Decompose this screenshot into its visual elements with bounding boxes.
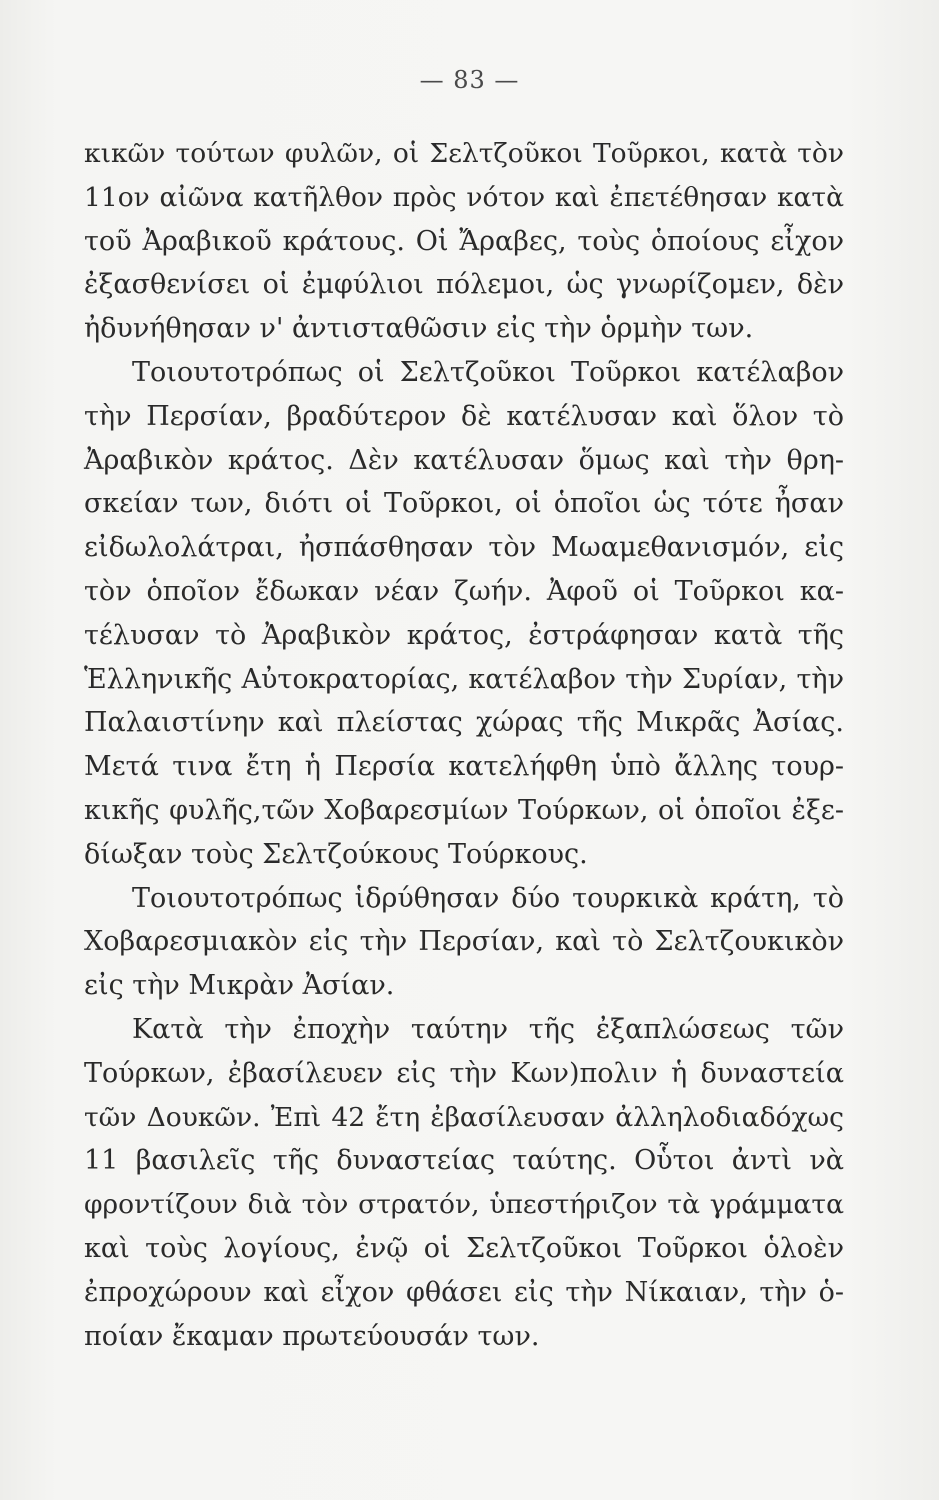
text-line: Τοιουτοτρόπως οἱ Σελτζοῦκοι Τοῦρκοι κατέλαβον xyxy=(132,356,844,388)
text-line: ἠδυνήθησαν ν' ἀντισταθῶσιν εἰς τὴν ὁρμὴν των. xyxy=(84,313,754,345)
text-line: 11 βασιλεῖς τῆς δυναστείας ταύτης. Οὗτοι ἀντὶ νὰ xyxy=(84,1145,844,1177)
text-line: Τούρκων, ἐβασίλευεν εἰς τὴν Κων)πολιν ἡ δυναστεία xyxy=(84,1057,844,1089)
text-line: τέλυσαν τὸ Ἀραβικὸν κράτος, ἐστράφησαν κατὰ τῆς xyxy=(84,619,844,651)
text-line: Κατὰ τὴν ἐποχὴν ταύτην τῆς ἐξαπλώσεως τῶν xyxy=(132,1013,844,1045)
text-line: τὴν Περσίαν, βραδύτερον δὲ κατέλυσαν καὶ ὅλον τὸ xyxy=(84,400,844,432)
text-line: Ἑλληνικῆς Αὐτοκρατορίας, κατέλαβον τὴν Συρίαν, τὴν xyxy=(84,663,844,695)
text-line: δίωξαν τοὺς Σελτζούκους Τούρκους. xyxy=(84,838,588,870)
text-line: Μετά τινα ἔτη ἡ Περσία κατελήφθη ὑπὸ ἄλλης τουρ- xyxy=(84,751,844,783)
text-line: τὸν ὁποῖον ἔδωκαν νέαν ζωήν. Ἀφοῦ οἱ Τοῦρκοι κα- xyxy=(84,575,844,607)
text-line: Παλαιστίνην καὶ πλείστας χώρας τῆς Μικρᾶς Ἀσίας. xyxy=(84,707,844,739)
text-line: Τοιουτοτρόπως ἱδρύθησαν δύο τουρκικὰ κράτη, τὸ xyxy=(132,882,844,914)
text-line: εἰδωλολάτραι, ἠσπάσθησαν τὸν Μωαμεθανισμόν, εἰς xyxy=(84,532,844,564)
text-line: Χοβαρεσμιακὸν εἰς τὴν Περσίαν, καὶ τὸ Σελτζουκικὸν xyxy=(84,926,844,958)
text-line: τοῦ Ἀραβικοῦ κράτους. Οἱ Ἄραβες, τοὺς ὁποίους εἶχον xyxy=(84,225,844,257)
text-line: σκείαν των, διότι οἱ Τοῦρκοι, οἱ ὁποῖοι ὡς τότε ἦσαν xyxy=(84,488,844,520)
text-line: φροντίζουν διὰ τὸν στρατόν, ὑπεστήριζον τὰ γράμματα xyxy=(84,1189,844,1221)
text-line: καὶ τοὺς λογίους, ἐνῷ οἱ Σελτζοῦκοι Τοῦρκοι ὁλοὲν xyxy=(84,1232,844,1264)
text-line: ἐπροχώρουν καὶ εἶχον φθάσει εἰς τὴν Νίκαιαν, τὴν ὁ- xyxy=(84,1276,844,1308)
text-line: κικῶν τούτων φυλῶν, οἱ Σελτζοῦκοι Τοῦρκοι, κατὰ τὸν xyxy=(84,138,844,169)
text-line: Ἀραβικὸν κράτος. Δὲν κατέλυσαν ὅμως καὶ τὴν θρη- xyxy=(84,444,844,476)
text-line: εἰς τὴν Μικρὰν Ἀσίαν. xyxy=(84,970,395,1002)
text-line: ποίαν ἔκαμαν πρωτεύουσάν των. xyxy=(84,1320,540,1352)
page-text-body xyxy=(84,132,844,1358)
text-line: κικῆς φυλῆς,τῶν Χοβαρεσμίων Τούρκων, οἱ ὁποῖοι ἐξε- xyxy=(84,794,844,826)
text-line: τῶν Δουκῶν. Ἐπὶ 42 ἔτη ἐβασίλευσαν ἀλληλοδιαδόχως xyxy=(84,1101,844,1133)
text-line: 11ον αἰῶνα κατῆλθον πρὸς νότον καὶ ἐπετέθησαν κατὰ xyxy=(84,181,844,213)
page-number: — 83 — xyxy=(419,66,520,94)
text-line: ἐξασθενίσει οἱ ἐμφύλιοι πόλεμοι, ὡς γνωρίζομεν, δὲν xyxy=(84,269,844,301)
